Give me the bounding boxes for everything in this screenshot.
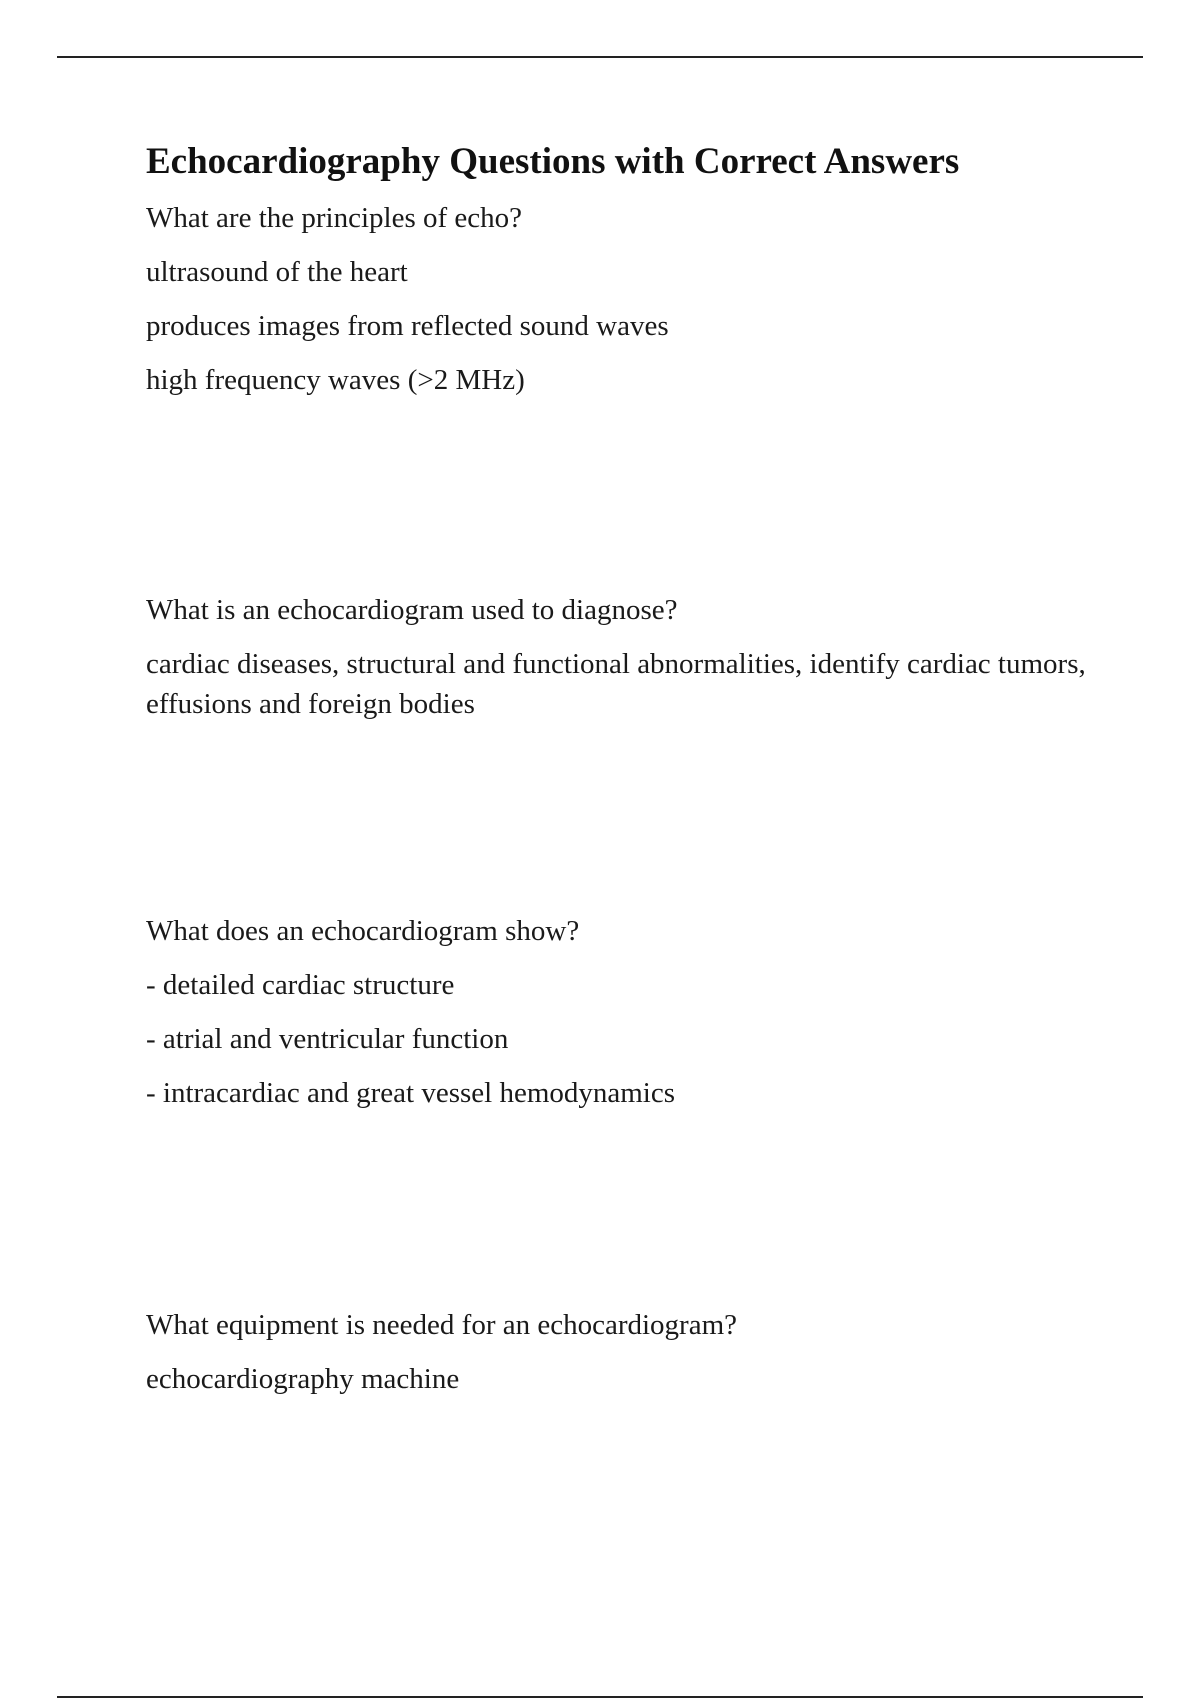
answer-text: - detailed cardiac structure (146, 969, 455, 1002)
page-title: Echocardiography Questions with Correct Answers (146, 141, 960, 182)
answer-text: high frequency waves (>2 MHz) (146, 364, 525, 397)
question-text: What does an echocardiogram show? (146, 915, 580, 948)
qa-block (146, 1305, 1096, 1505)
question-text: What is an echocardiogram used to diagnose? (146, 594, 678, 627)
answer-text: - intracardiac and great vessel hemodynamics (146, 1077, 676, 1110)
qa-block (146, 911, 1096, 1305)
answer-text: ultrasound of the heart (146, 256, 408, 289)
qa-block (146, 590, 1096, 911)
answer-text: - atrial and ventricular function (146, 1023, 509, 1056)
question-text: What are the principles of echo? (146, 202, 523, 235)
answer-text: cardiac diseases, structural and functional abnormalities, identify cardiac tumors, effusions and foreign bodies (146, 648, 1086, 721)
qa-block (146, 198, 1096, 590)
question-text: What equipment is needed for an echocardiogram? (146, 1309, 738, 1342)
answer-text: produces images from reflected sound waves (146, 310, 669, 343)
footer-rule (57, 1696, 1143, 1698)
header-rule (57, 56, 1143, 58)
document-body (146, 140, 1096, 1505)
answer-text: echocardiography machine (146, 1363, 460, 1396)
